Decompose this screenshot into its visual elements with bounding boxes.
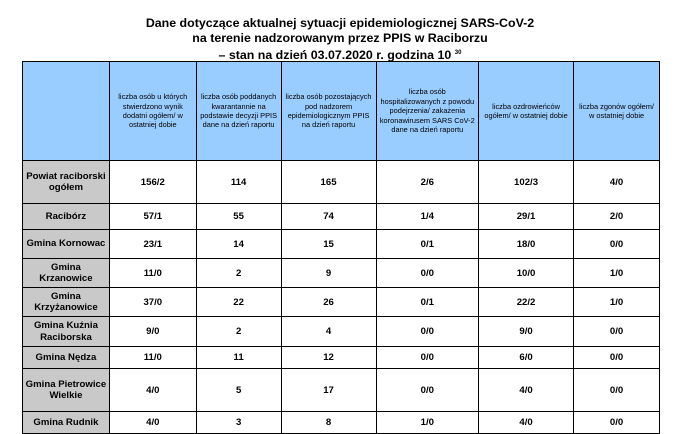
cell-recovered: 102/3 (479, 161, 574, 204)
table-row (23, 161, 660, 204)
cell-recovered: 4/0 (479, 412, 574, 434)
row-label: Gmina Pietrowice Wielkie (23, 369, 110, 412)
title-line-3-text: – stan na dzień 03.07.2020 r. godzina 10 (218, 48, 452, 62)
cell-positive: 4/0 (109, 369, 196, 412)
cell-supervision: 74 (281, 204, 376, 230)
cell-deaths: 0/0 (574, 347, 660, 369)
cell-supervision: 15 (281, 230, 376, 259)
cell-hospitalized: 0/0 (376, 369, 478, 412)
cell-supervision: 165 (281, 161, 376, 204)
header-corner-cell (23, 62, 110, 161)
cell-quarantine: 114 (196, 161, 281, 204)
cell-recovered: 22/2 (479, 288, 574, 317)
cell-positive: 9/0 (109, 317, 196, 347)
table-row (23, 230, 660, 259)
cell-deaths: 0/0 (574, 317, 660, 347)
cell-positive: 11/0 (109, 347, 196, 369)
cell-recovered: 10/0 (479, 259, 574, 288)
table-row (23, 412, 660, 434)
cell-positive: 57/1 (109, 204, 196, 230)
row-label: Racibórz (23, 204, 110, 230)
cell-deaths: 0/0 (574, 369, 660, 412)
row-label: Powiat raciborski ogółem (23, 161, 110, 204)
cell-supervision: 26 (281, 288, 376, 317)
cell-recovered: 29/1 (479, 204, 574, 230)
cell-quarantine: 55 (196, 204, 281, 230)
cell-hospitalized: 0/0 (376, 347, 478, 369)
cell-supervision: 8 (281, 412, 376, 434)
cell-quarantine: 14 (196, 230, 281, 259)
cell-quarantine: 3 (196, 412, 281, 434)
row-label: Gmina Krzyżanowice (23, 288, 110, 317)
cell-hospitalized: 0/1 (376, 230, 478, 259)
cell-deaths: 0/0 (574, 230, 660, 259)
cell-positive: 4/0 (109, 412, 196, 434)
report-title (0, 16, 680, 63)
cell-hospitalized: 0/0 (376, 317, 478, 347)
cell-hospitalized: 0/0 (376, 259, 478, 288)
row-label: Gmina Kuźnia Raciborska (23, 317, 110, 347)
cell-supervision: 12 (281, 347, 376, 369)
table-row (23, 259, 660, 288)
header-hospitalized: liczba osób hospitalizowanych z powodu podejrzenia/ zakażenia koronawirusem SARS CoV-2 dane na dzień raportu (376, 62, 478, 161)
cell-deaths: 2/0 (574, 204, 660, 230)
header-recovered: liczba ozdrowieńców ogółem/ w ostatniej dobie (479, 62, 574, 161)
cell-hospitalized: 1/4 (376, 204, 478, 230)
table-row (23, 317, 660, 347)
cell-deaths: 1/0 (574, 288, 660, 317)
cell-deaths: 4/0 (574, 161, 660, 204)
cell-supervision: 17 (281, 369, 376, 412)
cell-quarantine: 2 (196, 317, 281, 347)
title-line-2: na terenie nadzorowanym przez PPIS w Raciborzu (192, 31, 488, 45)
row-label: Gmina Nędza (23, 347, 110, 369)
cell-deaths: 0/0 (574, 412, 660, 434)
cell-supervision: 9 (281, 259, 376, 288)
table-row (23, 288, 660, 317)
row-label: Gmina Rudnik (23, 412, 110, 434)
epidemiological-table (22, 61, 660, 434)
cell-positive: 37/0 (109, 288, 196, 317)
table-row (23, 369, 660, 412)
table-row (23, 204, 660, 230)
cell-supervision: 4 (281, 317, 376, 347)
cell-quarantine: 11 (196, 347, 281, 369)
header-row (23, 62, 660, 161)
cell-recovered: 6/0 (479, 347, 574, 369)
cell-quarantine: 5 (196, 369, 281, 412)
cell-quarantine: 2 (196, 259, 281, 288)
row-label: Gmina Kornowac (23, 230, 110, 259)
header-deaths: liczba zgonów ogółem/ w ostatniej dobie (574, 62, 660, 161)
header-quarantine: liczba osób poddanych kwarantannie na podstawie decyzji PPIS dane na dzień raportu (196, 62, 281, 161)
row-label: Gmina Krzanowice (23, 259, 110, 288)
cell-recovered: 4/0 (479, 369, 574, 412)
header-supervision: liczba osób pozostających pod nadzorem epidemiologicznym PPIS na dzień raportu (281, 62, 376, 161)
cell-recovered: 18/0 (479, 230, 574, 259)
cell-positive: 23/1 (109, 230, 196, 259)
table-row (23, 347, 660, 369)
cell-positive: 11/0 (109, 259, 196, 288)
cell-quarantine: 22 (196, 288, 281, 317)
title-line-1: Dane dotyczące aktualnej sytuacji epidemiologicznej SARS-CoV-2 (145, 16, 535, 30)
cell-positive: 156/2 (109, 161, 196, 204)
cell-recovered: 9/0 (479, 317, 574, 347)
header-positive-cases: liczba osób u których stwierdzono wynik dodatni ogółem/ w ostatniej dobie (109, 62, 196, 161)
cell-hospitalized: 2/6 (376, 161, 478, 204)
cell-hospitalized: 1/0 (376, 412, 478, 434)
title-time-superscript: 30 (454, 50, 462, 56)
cell-deaths: 1/0 (574, 259, 660, 288)
cell-hospitalized: 0/1 (376, 288, 478, 317)
